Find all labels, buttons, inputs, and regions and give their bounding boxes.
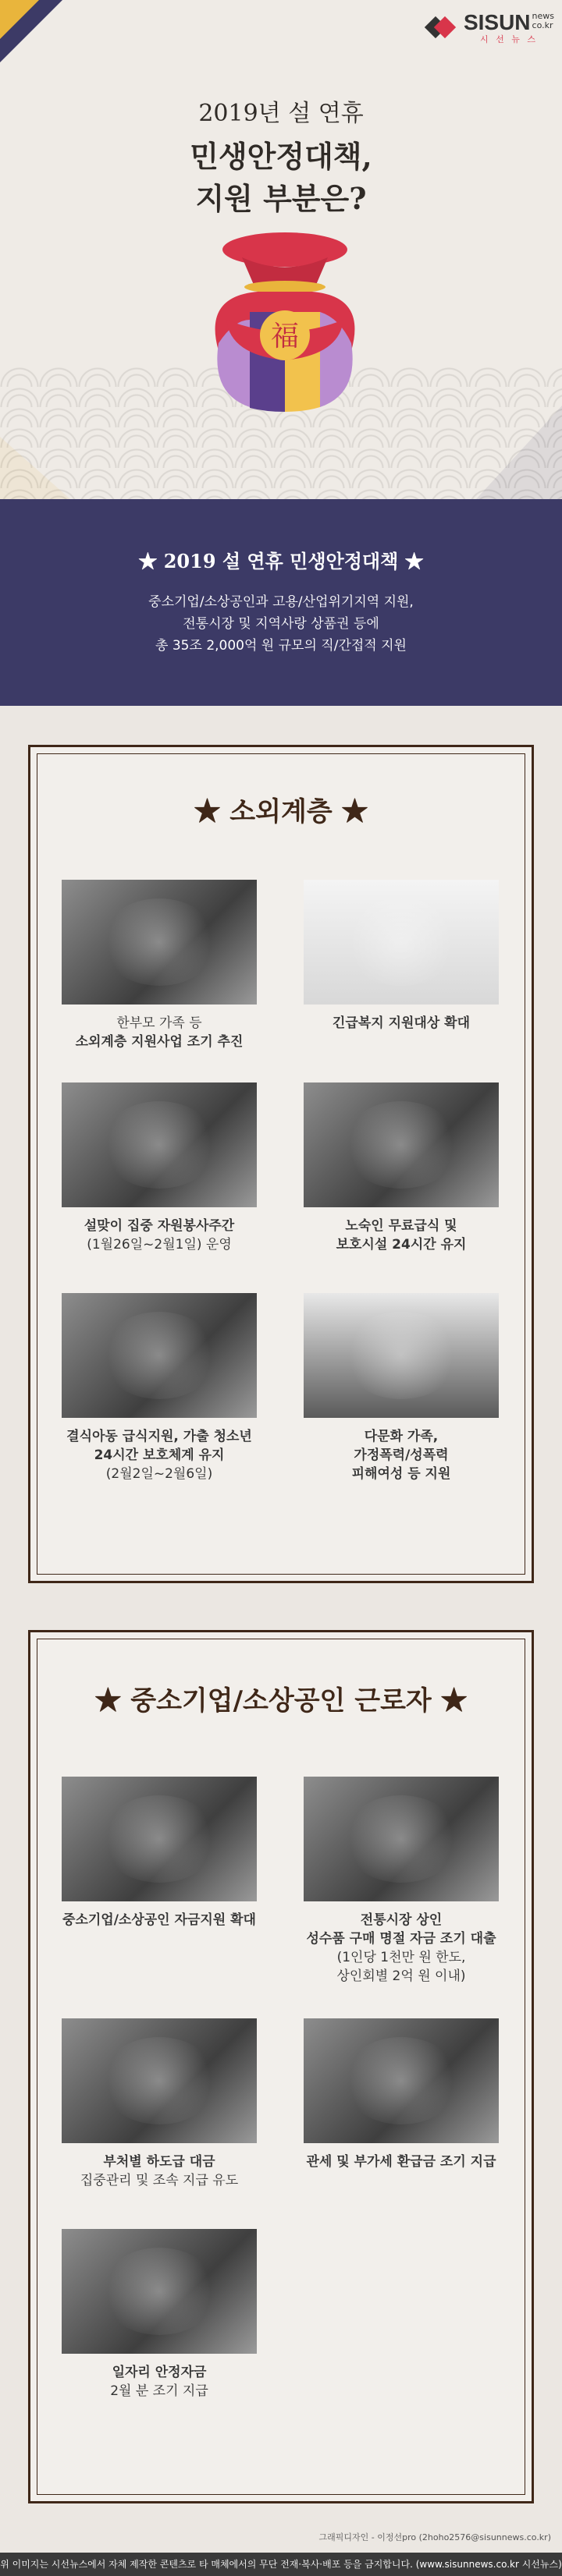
card-market-loans bbox=[296, 1777, 507, 1986]
card-caption: 한부모 가족 등 bbox=[116, 1015, 202, 1031]
hero-banner bbox=[0, 0, 562, 499]
photo-mother-child bbox=[62, 880, 257, 1005]
card-caption: 다문화 가족, bbox=[364, 1429, 439, 1444]
design-credit: 그래픽디자인 - 이정선pro (2hoho2576@sisunnews.co.kr) bbox=[318, 2532, 551, 2542]
photo-market bbox=[304, 1777, 499, 1901]
panel-smb-workers bbox=[28, 1630, 534, 2503]
hero-title-question: 지원 부분은? bbox=[195, 181, 367, 216]
photo-coins bbox=[62, 1777, 257, 1901]
panel2-title: 중소기업/소상공인 근로자 bbox=[130, 1685, 432, 1717]
info-heading: 2019 설 연휴 민생안정대책 bbox=[163, 550, 399, 572]
photo-laptop bbox=[62, 2229, 257, 2354]
card-caption: 2월 분 조기 지급 bbox=[110, 2383, 208, 2399]
card-child-meals bbox=[54, 1293, 265, 1483]
card-caption: 일자리 안정자금 bbox=[112, 2365, 207, 2380]
card-volunteer-week bbox=[54, 1082, 265, 1254]
logo-sub: 시 선 뉴 스 bbox=[479, 34, 538, 44]
panel-vulnerable-groups bbox=[28, 745, 534, 1583]
photo-volunteers bbox=[62, 1082, 257, 1207]
card-tax-refund bbox=[296, 2018, 507, 2171]
card-caption: 부처별 하도급 대금 bbox=[103, 2154, 215, 2170]
card-caption: 성수품 구매 명절 자금 조기 대출 bbox=[306, 1931, 496, 1947]
logo-domain: co.kr bbox=[532, 19, 553, 30]
card-caption: 관세 및 부가세 환급금 조기 지급 bbox=[306, 2154, 496, 2170]
card-caption: (1월26일~2월1일) 운영 bbox=[87, 1237, 232, 1253]
card-homeless-meals bbox=[296, 1082, 507, 1254]
info-line-2: 전통시장 및 지역사랑 상품권 등에 bbox=[183, 616, 379, 632]
photo-meal-service bbox=[304, 1082, 499, 1207]
logo-news: news bbox=[532, 10, 554, 21]
card-caption: 노숙인 무료급식 및 bbox=[345, 1218, 457, 1234]
star-icon: ★ bbox=[194, 796, 221, 827]
panel1-title: 소외계층 bbox=[229, 796, 333, 827]
sisun-logo bbox=[428, 9, 554, 45]
star-icon: ★ bbox=[440, 1685, 468, 1717]
card-caption: 긴급복지 지원대상 확대 bbox=[332, 1015, 471, 1031]
corner-decoration-left bbox=[0, 0, 62, 62]
card-caption: (2월2일~2월6일) bbox=[105, 1466, 213, 1482]
card-caption: 24시간 보호체계 유지 bbox=[94, 1447, 225, 1463]
lucky-pouch-icon bbox=[172, 226, 398, 421]
info-line-1: 중소기업/소상공인과 고용/산업위기지역 지원, bbox=[148, 594, 414, 610]
card-caption: 설맞이 집중 자원봉사주간 bbox=[84, 1218, 235, 1234]
card-caption: 상인회별 2억 원 이내) bbox=[336, 1968, 466, 1984]
card-caption: (1인당 1천만 원 한도, bbox=[336, 1950, 466, 1965]
photo-calculator bbox=[62, 2018, 257, 2143]
card-emergency-welfare bbox=[296, 880, 507, 1033]
card-single-parent bbox=[54, 880, 265, 1051]
photo-banknotes bbox=[304, 2018, 499, 2143]
card-job-stability bbox=[54, 2229, 265, 2401]
copyright-bar: 위 이미지는 시선뉴스에서 자체 제작한 콘텐츠로 타 매체에서의 무단 전재·복사·배포 등을 금지합니다. (www.sisunnews.co.kr 시선뉴스) bbox=[0, 2553, 562, 2576]
card-subcontract-payment bbox=[54, 2018, 265, 2190]
card-caption: 집중관리 및 조속 지급 유도 bbox=[80, 2173, 239, 2188]
photo-child bbox=[62, 1293, 257, 1418]
photo-family bbox=[304, 1293, 499, 1418]
star-icon: ★ bbox=[404, 550, 424, 572]
info-section bbox=[0, 499, 562, 706]
card-caption: 전통시장 상인 bbox=[360, 1912, 443, 1928]
card-caption: 보호시설 24시간 유지 bbox=[336, 1237, 467, 1253]
hero-title-year: 2019년 설 연휴 bbox=[198, 100, 364, 127]
card-multicultural bbox=[296, 1293, 507, 1483]
card-caption: 가정폭력/성폭력 bbox=[354, 1447, 449, 1463]
info-line-3: 총 35조 2,000억 원 규모의 직/간접적 지원 bbox=[155, 638, 407, 654]
hero-title-main: 민생안정대책, bbox=[190, 139, 372, 174]
pouch-char: 福 bbox=[270, 321, 300, 353]
star-icon: ★ bbox=[138, 550, 158, 572]
logo-text: SISUN bbox=[463, 9, 531, 34]
card-caption: 중소기업/소상공인 자금지원 확대 bbox=[62, 1912, 256, 1928]
star-icon: ★ bbox=[341, 796, 368, 827]
logo-diamond-icon bbox=[428, 13, 459, 41]
card-caption: 피해여성 등 지원 bbox=[351, 1466, 451, 1482]
photo-hands bbox=[304, 880, 499, 1005]
card-smb-funding bbox=[54, 1777, 265, 1929]
card-caption: 소외계층 지원사업 조기 추진 bbox=[75, 1034, 244, 1050]
star-icon: ★ bbox=[94, 1685, 122, 1717]
card-caption: 결식아동 급식지원, 가출 청소년 bbox=[66, 1429, 252, 1444]
